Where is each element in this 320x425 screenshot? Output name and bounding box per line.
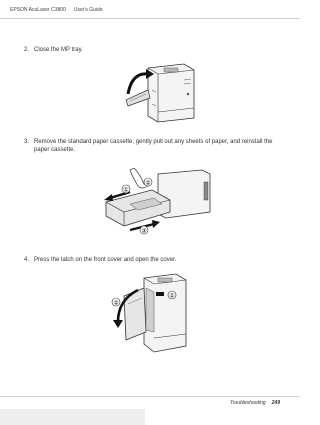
header-rule <box>0 18 300 19</box>
callout-1: ① <box>123 186 129 194</box>
step-number: 4. <box>24 257 30 263</box>
step-number: 3. <box>24 139 30 145</box>
footer-section: Troubleshooting <box>230 400 266 406</box>
step-text: Close the MP tray. <box>34 47 83 53</box>
step-number: 2. <box>24 47 30 53</box>
header-guide: User's Guide <box>73 7 103 13</box>
callout-3: ③ <box>141 227 147 235</box>
step-text: Remove the standard paper cassette, gently pull out any sheets of paper, and reinstall the paper cassette. <box>34 139 273 153</box>
front-cover-open-illustration <box>110 270 190 358</box>
page-number: 249 <box>271 400 280 406</box>
callout-2: ② <box>145 179 151 187</box>
callout-2: ② <box>113 299 119 307</box>
footer-tab <box>0 409 145 425</box>
paper-cassette-illustration <box>92 168 216 240</box>
header-product: EPSON AcuLaser C3800 <box>10 7 66 13</box>
footer-rule <box>0 396 300 397</box>
running-footer <box>230 400 280 406</box>
printer-close-mp-tray-illustration <box>118 60 200 124</box>
running-header <box>10 7 103 13</box>
callout-1: ① <box>169 292 175 300</box>
step-text: Press the latch on the front cover and open the cover. <box>34 257 177 263</box>
